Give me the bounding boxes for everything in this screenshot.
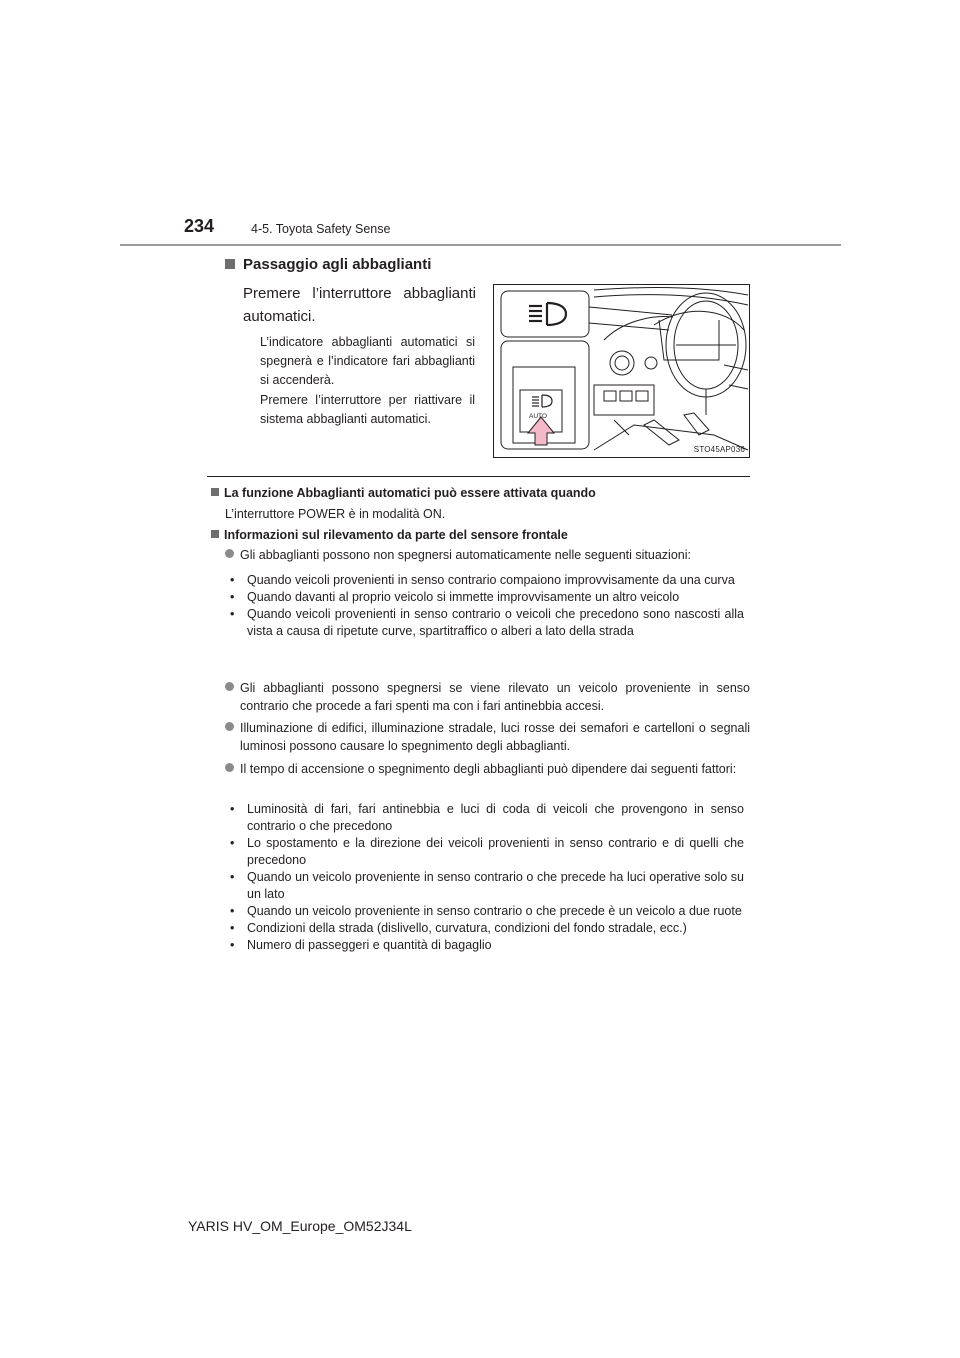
info-heading-sensor-text: Informazioni sul rilevamento da parte del sensore frontale — [224, 528, 568, 542]
list-item: • Luminosità di fari, fari antinebbia e luci di coda di veicoli che provengono in senso contrario o che precedono — [230, 802, 744, 833]
sensor-bullet-4-text: Il tempo di accensione o spegnimento degli abbaglianti può dipendere dai seguenti fattori: — [240, 762, 737, 776]
sensor-bullet-4 — [225, 760, 750, 778]
list-timing-factors — [226, 801, 744, 954]
section-header: 4-5. Toyota Safety Sense — [251, 222, 391, 236]
auto-high-beam-icon — [532, 395, 552, 407]
info-heading-sensor — [211, 528, 568, 542]
instruction-text: Premere l’interruttore abbaglianti automatici. — [243, 285, 476, 325]
list-item: • Quando un veicolo proveniente in senso contrario o che precede ha luci operative solo su un lato — [230, 870, 744, 901]
circle-bullet-icon — [225, 682, 234, 691]
header-divider — [120, 244, 841, 246]
sensor-bullet-1 — [225, 546, 750, 564]
sensor-bullet-3-text: Illuminazione di edifici, illuminazione stradale, luci rosse dei semafori e cartelloni o segnali luminosi possono causare lo spegnimento degli abbaglianti. — [240, 721, 750, 753]
note-reactivate: Premere l’interruttore per riattivare il sistema abbaglianti automatici. — [260, 393, 475, 426]
subsection-title-text: Passaggio agli abbaglianti — [243, 256, 432, 273]
list-item: • Lo spostamento e la direzione dei veicoli provenienti in senso contrario e di quelli che precedono — [230, 836, 744, 867]
note-indicator: L’indicatore abbaglianti automatici si spegnerà e l’indicatore fari abbaglianti si accenderà. — [260, 335, 475, 387]
list-item: • Quando un veicolo proveniente in senso contrario o che precede è un veicolo a due ruote — [230, 904, 742, 918]
auto-label: AUTO — [529, 413, 547, 420]
list-item: • Condizioni della strada (dislivello, curvatura, condizioni del fondo stradale, ecc.) — [230, 921, 687, 935]
callout-box-upper — [501, 291, 589, 337]
figure-code: STO45AP036 — [693, 445, 745, 454]
info-activation-text: L’interruttore POWER è in modalità ON. — [225, 507, 446, 521]
list-item: • Quando veicoli provenienti in senso contrario compaiono improvvisamente da una curva — [230, 573, 735, 587]
square-bullet-icon — [211, 530, 219, 538]
list-item: • Numero di passeggeri e quantità di bagaglio — [230, 938, 492, 952]
list-no-switch-off — [226, 572, 744, 640]
square-bullet-icon — [225, 259, 235, 269]
circle-bullet-icon — [225, 549, 234, 558]
content-divider — [207, 476, 750, 477]
high-beam-icon — [529, 303, 566, 325]
press-arrow-icon — [528, 417, 554, 445]
list-item: • Quando davanti al proprio veicolo si immette improvvisamente un altro veicolo — [230, 590, 680, 604]
square-bullet-icon — [211, 488, 219, 496]
subsection-title — [225, 256, 431, 273]
dashboard-drawing — [494, 285, 749, 457]
sensor-bullet-1-text: Gli abbaglianti possono non spegnersi automaticamente nelle seguenti situazioni: — [240, 548, 691, 562]
dashboard-illustration — [493, 284, 750, 458]
circle-bullet-icon — [225, 722, 234, 731]
sensor-bullet-3 — [225, 719, 750, 755]
info-heading-activation-text: La funzione Abbaglianti automatici può essere attivata quando — [224, 486, 596, 500]
document-footer: YARIS HV_OM_Europe_OM52J34L — [188, 1218, 412, 1234]
list-item: • Quando veicoli provenienti in senso contrario o veicoli che precedono sono nascosti alla vista a causa di ripetute curve, spartitraffico o alberi a lato della strada — [230, 607, 744, 638]
sensor-bullet-2 — [225, 679, 750, 715]
circle-bullet-icon — [225, 763, 234, 772]
page-number: 234 — [184, 216, 215, 236]
sensor-bullet-2-text: Gli abbaglianti possono spegnersi se viene rilevato un veicolo proveniente in senso contrario che procede a fari spenti ma con i fari antinebbia accesi. — [240, 681, 750, 713]
info-heading-activation — [211, 486, 596, 500]
